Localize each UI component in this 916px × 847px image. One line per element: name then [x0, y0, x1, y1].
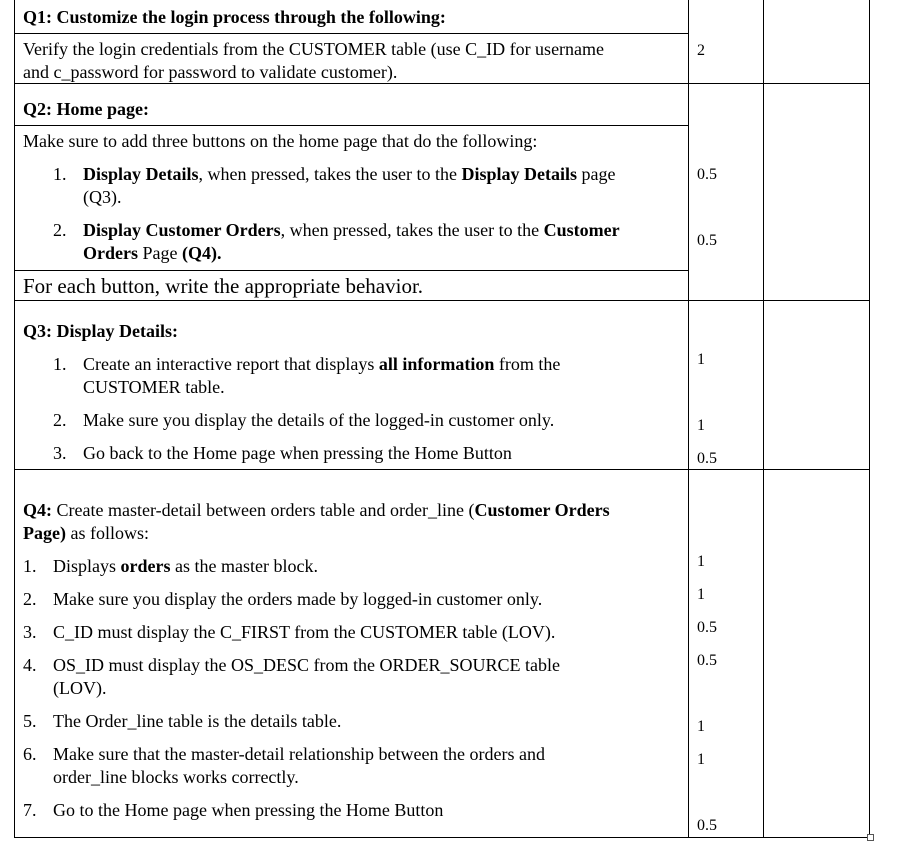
- q4-item-7-num: 7.: [23, 800, 37, 820]
- q3-item-3-num: 3.: [53, 443, 67, 463]
- q4-heading-line2: Page) as follows:: [23, 523, 149, 543]
- q3-item-1-num: 1.: [53, 354, 67, 374]
- q4-item-6-score: 1: [697, 751, 705, 768]
- q4-item-4-num: 4.: [23, 655, 37, 675]
- q2-item-1-line2: (Q3).: [83, 187, 122, 207]
- q2-heading: Q2: Home page:: [23, 99, 149, 119]
- q4-item-4-score: 0.5: [697, 652, 717, 669]
- q2-footer-divider: [14, 270, 688, 271]
- q2-intro: Make sure to add three buttons on the home page that do the following:: [23, 131, 538, 151]
- q4-item-5-text: The Order_line table is the details table.: [53, 711, 342, 731]
- q3-heading: Q3: Display Details:: [23, 321, 178, 341]
- q3-item-1-score: 1: [697, 351, 705, 368]
- q1-heading-divider: [14, 33, 688, 34]
- q2-item-2-score: 0.5: [697, 232, 717, 249]
- q4-item-7-score: 0.5: [697, 817, 717, 834]
- q4-item-1-score: 1: [697, 553, 705, 570]
- q4-heading-line1: Q4: Create master-detail between orders table and order_line (Customer Orders: [23, 500, 610, 520]
- q2-item-2-line2: Orders Page (Q4).: [83, 243, 222, 263]
- resize-handle-icon[interactable]: [867, 834, 874, 841]
- q2-item-1-line1: Display Details, when pressed, takes the user to the Display Details page: [83, 164, 616, 184]
- q1-heading: Q1: Customize the login process through the following:: [23, 7, 446, 27]
- q4-item-6-num: 6.: [23, 744, 37, 764]
- q2-item-1-num: 1.: [53, 164, 67, 184]
- q4-item-1-text: Displays orders as the master block.: [53, 556, 318, 576]
- q1-line2: and c_password for password to validate customer).: [23, 62, 398, 82]
- q4-item-3-text: C_ID must display the C_FIRST from the CUSTOMER table (LOV).: [53, 622, 556, 642]
- q4-item-1-num: 1.: [23, 556, 37, 576]
- q3-item-3-score: 0.5: [697, 450, 717, 467]
- q3-item-2-num: 2.: [53, 410, 67, 430]
- q4-item-2-num: 2.: [23, 589, 37, 609]
- q1-line1: Verify the login credentials from the CUSTOMER table (use C_ID for username: [23, 39, 605, 59]
- q3-item-1-line1: Create an interactive report that displays all information from the: [83, 354, 561, 374]
- q4-item-5-num: 5.: [23, 711, 37, 731]
- q3-item-1-line2: CUSTOMER table.: [83, 377, 225, 397]
- q2-item-2-num: 2.: [53, 220, 67, 240]
- q3-item-2-text: Make sure you display the details of the logged-in customer only.: [83, 410, 555, 430]
- q2-heading-divider: [14, 125, 688, 126]
- q1-score: 2: [697, 42, 705, 59]
- q3-item-3-text: Go back to the Home page when pressing the Home Button: [83, 443, 512, 463]
- q4-item-2-score: 1: [697, 586, 705, 603]
- q4-item-7-text: Go to the Home page when pressing the Home Button: [53, 800, 444, 820]
- q4-item-2-text: Make sure you display the orders made by logged-in customer only.: [53, 589, 543, 609]
- q4-item-3-num: 3.: [23, 622, 37, 642]
- q4-item-5-score: 1: [697, 718, 705, 735]
- q4-item-6-line2: order_line blocks works correctly.: [53, 767, 299, 787]
- q2-item-2-line1: Display Customer Orders, when pressed, takes the user to the Customer: [83, 220, 620, 240]
- q4-item-3-score: 0.5: [697, 619, 717, 636]
- q4-item-6-line1: Make sure that the master-detail relationship between the orders and: [53, 744, 545, 764]
- q3-item-2-score: 1: [697, 417, 705, 434]
- q4-item-4-line1: OS_ID must display the OS_DESC from the ORDER_SOURCE table: [53, 655, 560, 675]
- q4-item-4-line2: (LOV).: [53, 678, 107, 698]
- q2-item-1-score: 0.5: [697, 166, 717, 183]
- q2-footer: For each button, write the appropriate behavior.: [23, 274, 424, 298]
